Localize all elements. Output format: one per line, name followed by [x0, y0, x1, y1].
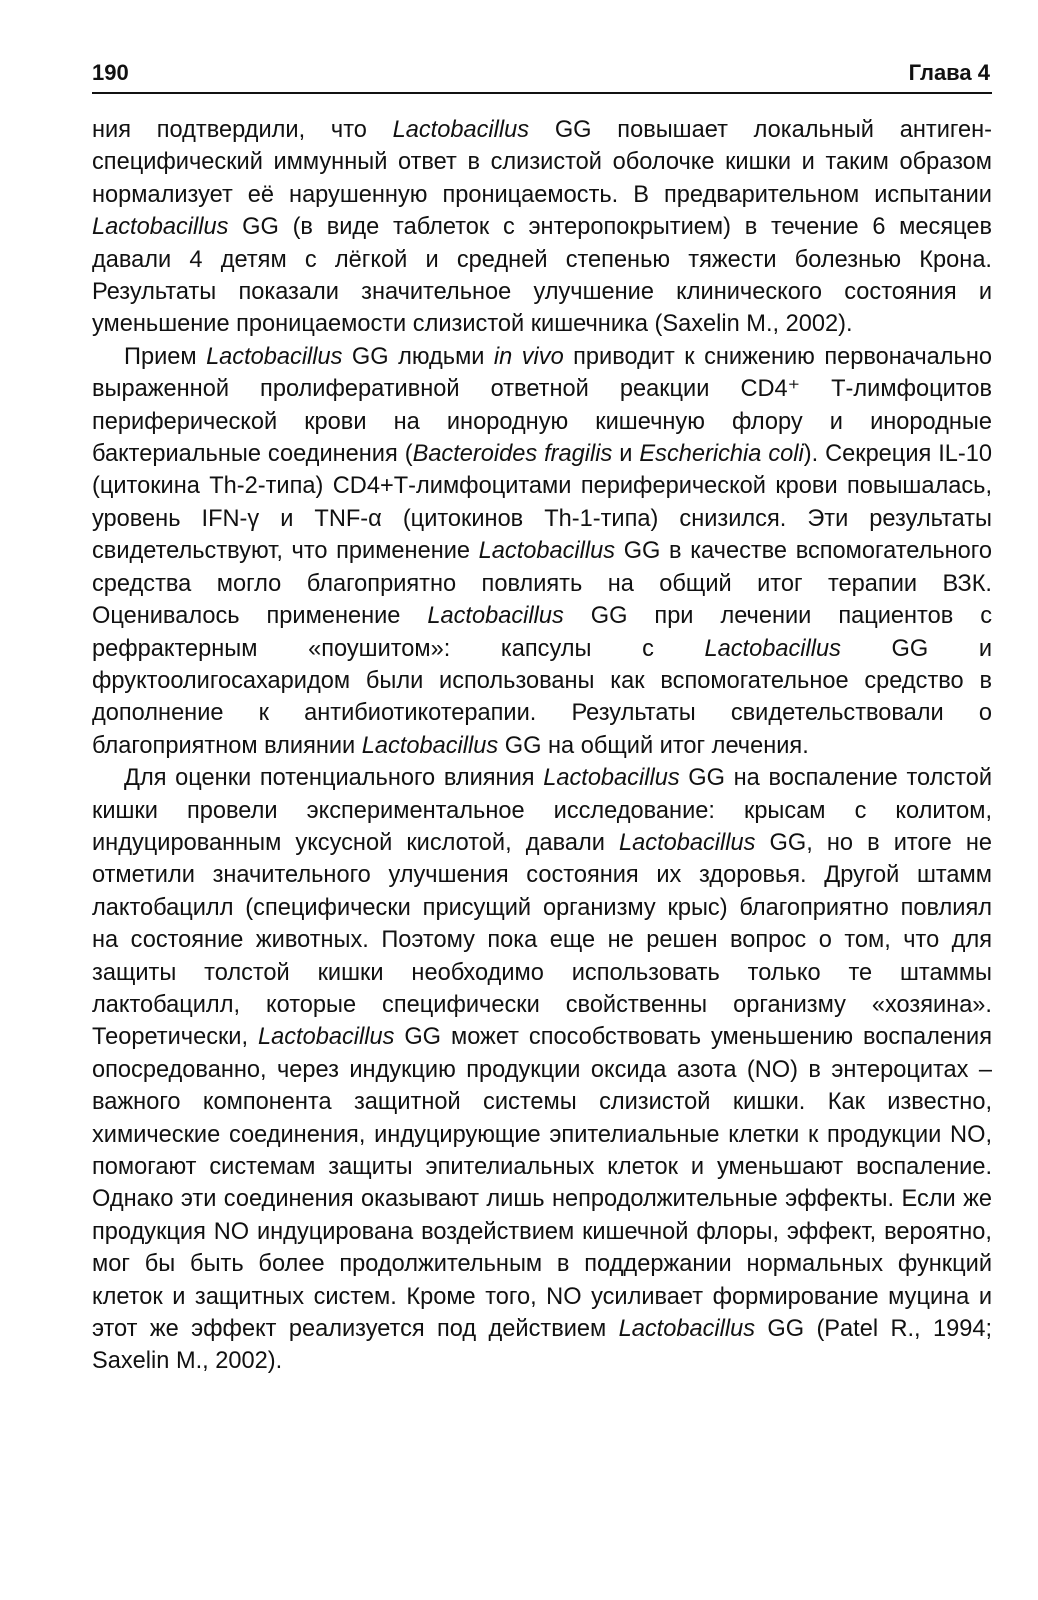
- italic-term: Lactobacillus: [704, 635, 841, 662]
- text-run: приводит к снижению первоначально выраженной пролиферативной ответной реакции CD4⁺ Т-лимфоцитов периферической крови на инородную кишечную флору и инородные бактериальные соединения (: [92, 343, 992, 468]
- italic-term: Lactobacillus: [618, 1316, 756, 1343]
- page-number: 190: [92, 60, 129, 85]
- text-run: GG при лечении пациентов с рефрактерным «поушитом»: капсулы с: [92, 603, 993, 662]
- italic-term: Lactobacillus: [478, 538, 616, 565]
- italic-term: Lactobacillus: [619, 829, 756, 856]
- italic-term: Lactobacillus: [257, 1024, 395, 1051]
- text-run: ния подтвердили, что: [92, 117, 393, 143]
- text-run: и: [612, 441, 640, 468]
- paragraph: [92, 341, 992, 762]
- italic-term: Lactobacillus: [427, 603, 564, 630]
- text-run: GG, но в итоге не отметили значительного улучшения состояния их здоровья. Другой штамм лактобацилл (специфически присущий организму крыс) благоприятно повлиял на состояние животных. Поэтому пока еще не решен вопрос о том, что для защиты толстой кишки необходимо использовать только те штаммы лактобацилл, которые специфически свойственны организму «хозяина». Теоретически,: [92, 829, 992, 1051]
- text-run: GG (в виде таблеток с энтеропокрытием) в течение 6 месяцев давали 4 детям с лёгкой и средней степенью тяжести болезнью Крона. Результаты показали значительное улучшение клинического состояния и уменьшение проницаемости слизистой кишечника (Saxelin M., 2002).: [92, 214, 992, 338]
- text-run: Прием: [124, 343, 207, 370]
- italic-term: Escherichia coli: [639, 441, 804, 468]
- running-header: [92, 56, 992, 94]
- italic-term: Lactobacillus: [206, 343, 343, 370]
- italic-term: Lactobacillus: [543, 765, 680, 792]
- chapter-title: Глава 4: [908, 60, 990, 85]
- text-run: GG повышает локальный антиген-специфический иммунный ответ в слизистой оболочке кишки и таким образом нормализует её нарушенную проницаемость. В предварительном испытании: [92, 117, 992, 208]
- italic-term: Lactobacillus: [392, 117, 530, 143]
- text-run: GG может способствовать уменьшению воспаления опосредованно, через индукцию продукции оксида азота (NO) в энтероцитах – важного компонента защитной системы слизистой кишки. Как известно, химические соединения, индуцирующие эпителиальные клетки к продукции NO, помогают системам защиты эпителиальных клеток и уменьшают воспаление. Однако эти соединения оказывают лишь непродолжительные эффекты. Если же продукция NO индуцирована воздействием кишечной флоры, эффект, вероятно, мог бы быть более продолжительным в поддержании нормальных функций клеток и защитных систем. Кроме того, NO усиливает формирование муцина и этот же эффект реализуется под действием: [92, 1024, 992, 1343]
- text-run: GG на воспаление толстой кишки провели экспериментальное исследование: крысам с колитом, индуцированным уксусной кислотой, давали: [92, 765, 992, 856]
- text-run: Для оценки потенциального влияния: [124, 765, 544, 792]
- text-run: ). Секреция IL-10 (цитокина Th-2-типа) CD4+Т-лимфоцитами периферической крови повышалась, уровень IFN-γ и TNF-α (цитокинов Th-1-типа) снизился. Эти результаты свидетельствуют, что применение: [92, 441, 993, 565]
- italic-term: in vivo: [493, 343, 564, 370]
- italic-term: Bacteroides fragilis: [412, 441, 613, 468]
- paragraph: [92, 114, 992, 341]
- paragraph: [92, 762, 992, 1378]
- text-run: GG (Patel R., 1994; Saxelin M., 2002).: [92, 1316, 992, 1375]
- text-run: GG и фруктоолигосахаридом были использованы как вспомогательное средство в дополнение к антибиотикотерапии. Результаты свидетельствовали о благоприятном влиянии: [92, 635, 992, 759]
- text-run: GG в качестве вспомогательного средства могло благоприятно повлиять на общий итог терапии ВЗК. Оценивалось применение: [92, 538, 992, 630]
- italic-term: Lactobacillus: [361, 732, 499, 759]
- body-text: [92, 114, 992, 1378]
- text-run: GG людьми: [342, 343, 494, 370]
- text-run: GG на общий итог лечения.: [498, 732, 809, 759]
- italic-term: Lactobacillus: [92, 214, 229, 241]
